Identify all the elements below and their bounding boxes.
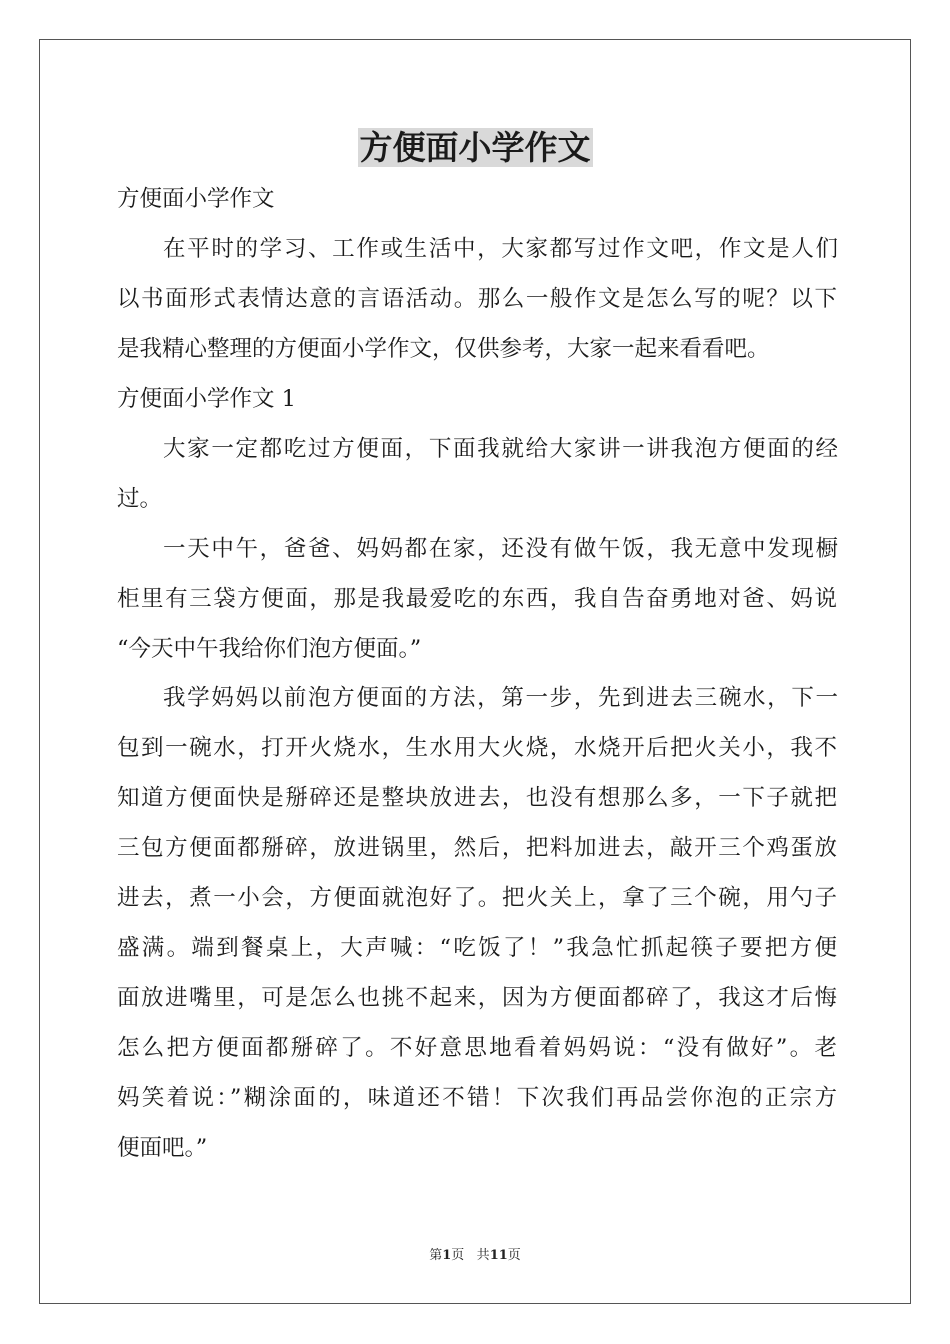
paragraph-line: 大家一定都吃过方便面，下面我就给大家讲一讲我泡方便面的经 bbox=[163, 436, 838, 462]
page-footer bbox=[0, 1247, 950, 1265]
document-title bbox=[0, 126, 950, 170]
paragraph-line: 怎么把方便面都掰碎了。不好意思地看着妈妈说：“没有做好”。老 bbox=[117, 1035, 837, 1061]
paragraph-line: 我学妈妈以前泡方便面的方法，第一步，先到进去三碗水，下一 bbox=[163, 685, 838, 711]
page-number: 1 bbox=[442, 1248, 452, 1263]
page-prefix: 第 bbox=[429, 1248, 443, 1263]
page-border bbox=[39, 39, 911, 1304]
paragraph-line: 包到一碗水，打开火烧水，生水用大火烧，水烧开后把火关小，我不 bbox=[117, 735, 837, 761]
paragraph-line: “今天中午我给你们泡方便面。” bbox=[117, 636, 422, 662]
paragraph-line: 一天中午，爸爸、妈妈都在家，还没有做午饭，我无意中发现橱 bbox=[163, 536, 838, 562]
intro-line: 以书面形式表情达意的言语活动。那么一般作文是怎么写的呢？以下 bbox=[117, 286, 837, 312]
subtitle: 方便面小学作文 bbox=[117, 186, 275, 212]
total-pages: 11 bbox=[489, 1248, 508, 1263]
paragraph-line: 妈笑着说：”糊涂面的，味道还不错！下次我们再品尝你泡的正宗方 bbox=[117, 1085, 837, 1111]
section-heading: 方便面小学作文 1 bbox=[117, 386, 296, 412]
paragraph-line: 三包方便面都掰碎，放进锅里，然后，把料加进去，敲开三个鸡蛋放 bbox=[117, 835, 837, 861]
paragraph-line: 知道方便面快是掰碎还是整块放进去，也没有想那么多，一下子就把 bbox=[117, 785, 837, 811]
total-prefix: 共 bbox=[476, 1248, 490, 1263]
paragraph-line: 柜里有三袋方便面，那是我最爱吃的东西，我自告奋勇地对爸、妈说 bbox=[117, 586, 837, 612]
paragraph-line: 盛满。端到餐桌上，大声喊：“吃饭了！”我急忙抓起筷子要把方便 bbox=[117, 935, 837, 961]
intro-line: 在平时的学习、工作或生活中，大家都写过作文吧，作文是人们 bbox=[163, 236, 838, 262]
paragraph-line: 进去，煮一小会，方便面就泡好了。把火关上，拿了三个碗，用勺子 bbox=[117, 885, 837, 911]
paragraph-line: 面放进嘴里，可是怎么也挑不起来，因为方便面都碎了，我这才后悔 bbox=[117, 985, 837, 1011]
total-suffix: 页 bbox=[507, 1248, 521, 1263]
page-suffix: 页 bbox=[451, 1248, 465, 1263]
title-highlight: 方便面小学作文 bbox=[359, 128, 591, 167]
paragraph-line: 过。 bbox=[117, 486, 163, 512]
intro-line: 是我精心整理的方便面小学作文，仅供参考，大家一起来看看吧。 bbox=[117, 336, 770, 362]
paragraph-line: 便面吧。” bbox=[117, 1135, 208, 1161]
